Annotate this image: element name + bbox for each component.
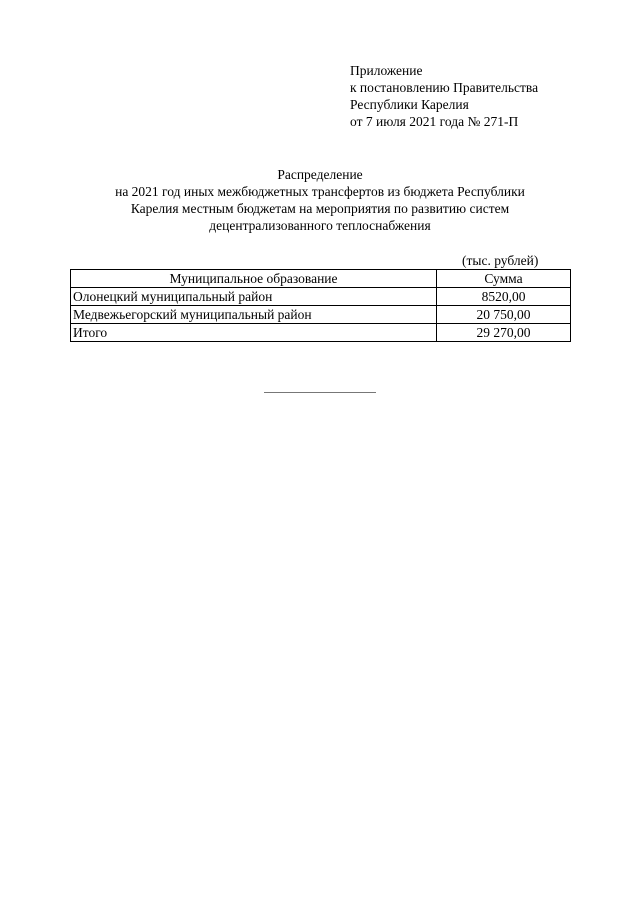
document-title xyxy=(70,166,570,234)
total-sum-cell: 29 270,00 xyxy=(437,324,571,342)
table-row xyxy=(71,306,571,324)
distribution-table xyxy=(70,269,571,342)
title-line: Карелия местным бюджетам на мероприятия по развитию систем xyxy=(130,201,510,216)
annex-line: к постановлению Правительства xyxy=(350,80,539,95)
table-total-row xyxy=(71,324,571,342)
annex-line: Республики Карелия xyxy=(350,97,469,112)
closing-divider xyxy=(264,392,376,393)
sum-cell: 8520,00 xyxy=(437,288,571,306)
column-header-municipality: Муниципальное образование xyxy=(71,270,437,288)
table-header-row xyxy=(71,270,571,288)
municipality-cell: Олонецкий муниципальный район xyxy=(71,288,437,306)
annex-line: Приложение xyxy=(350,63,423,78)
title-line: децентрализованного теплоснабжения xyxy=(209,218,431,233)
units-label: (тыс. рублей) xyxy=(462,253,539,268)
total-label-cell: Итого xyxy=(71,324,437,342)
title-line: на 2021 год иных межбюджетных трансфертов из бюджета Республики xyxy=(115,184,525,199)
annex-line: от 7 июля 2021 года № 271-П xyxy=(350,114,519,129)
annex-header xyxy=(350,62,610,130)
municipality-cell: Медвежьегорский муниципальный район xyxy=(71,306,437,324)
table-row xyxy=(71,288,571,306)
sum-cell: 20 750,00 xyxy=(437,306,571,324)
column-header-sum: Сумма xyxy=(437,270,571,288)
title-line: Распределение xyxy=(277,167,363,182)
